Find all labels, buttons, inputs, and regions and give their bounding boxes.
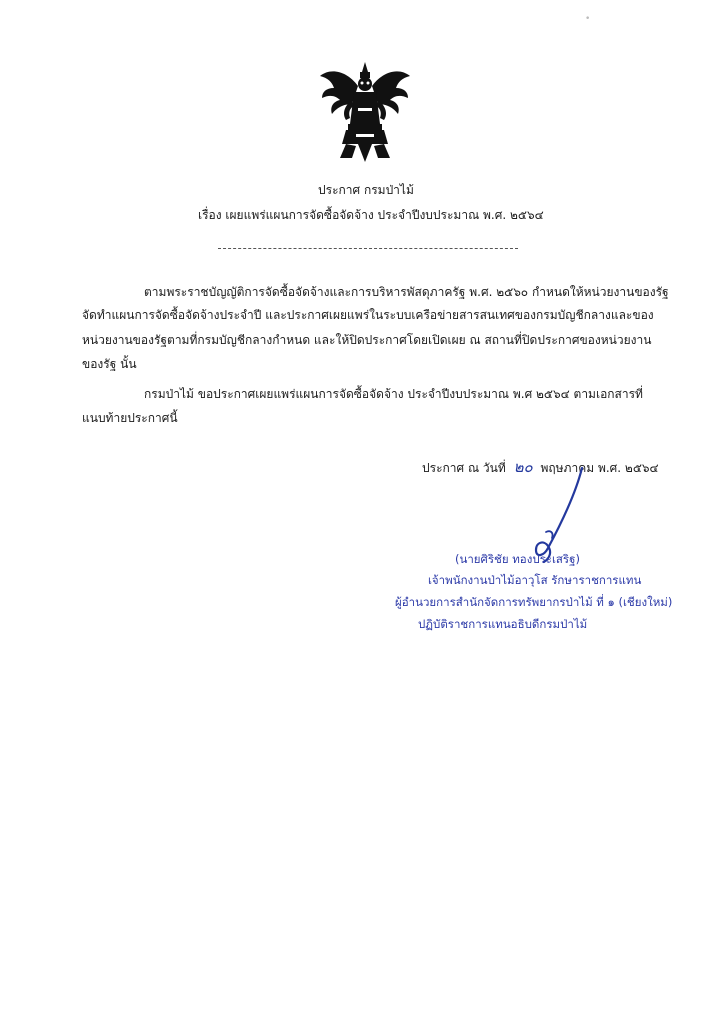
announcement-title: ประกาศ กรมป่าไม้ bbox=[318, 183, 414, 197]
garuda-emblem-icon bbox=[318, 60, 412, 164]
signatory-authority: ปฏิบัติราชการแทนอธิบดีกรมป่าไม้ bbox=[418, 617, 588, 631]
body-paragraph-1-line-2: จัดทำแผนการจัดซื้อจัดจ้างประจำปี และประกาศเผยแพร่ในระบบเครือข่ายสารสนเทศของกรมบัญชีกลางและของ bbox=[82, 308, 654, 322]
date-suffix: พฤษภาคม พ.ศ. ๒๕๖๔ bbox=[540, 461, 659, 475]
scan-mark: • bbox=[585, 14, 591, 24]
signatory-position: เจ้าพนักงานป่าไม้อาวุโส รักษาราชการแทน bbox=[428, 573, 642, 587]
body-paragraph-1-line-3: หน่วยงานของรัฐตามที่กรมบัญชีกลางกำหนด และให้ปิดประกาศโดยเปิดเผย ณ สถานที่ปิดประกาศของหน่วยงาน bbox=[82, 333, 652, 347]
body-paragraph-2-line-1: กรมป่าไม้ ขอประกาศเผยแพร่แผนการจัดซื้อจัดจ้าง ประจำปีงบประมาณ พ.ศ ๒๕๖๔ ตามเอกสารที่ bbox=[144, 387, 643, 401]
body-paragraph-1-line-1: ตามพระราชบัญญัติการจัดซื้อจัดจ้างและการบริหารพัสดุภาครัฐ พ.ศ. ๒๕๖๐ กำหนดให้หน่วยงานของรัฐ bbox=[144, 285, 669, 299]
date-day: ๒๐ bbox=[513, 458, 533, 476]
signatory-office: ผู้อำนวยการสำนักจัดการทรัพยากรป่าไม้ ที่ ๑ (เชียงใหม่) bbox=[395, 595, 673, 609]
signatory-name: (นายศิริชัย ทองประเสริฐ) bbox=[455, 552, 580, 566]
announcement-subject: เรื่อง เผยแพร่แผนการจัดซื้อจัดจ้าง ประจำปีงบประมาณ พ.ศ. ๒๕๖๔ bbox=[198, 208, 544, 222]
date-prefix: ประกาศ ณ วันที่ bbox=[422, 461, 506, 475]
body-paragraph-1-line-4: ของรัฐ นั้น bbox=[82, 357, 137, 371]
divider-line bbox=[218, 248, 518, 249]
body-paragraph-2-line-2: แนบท้ายประกาศนี้ bbox=[82, 411, 178, 425]
